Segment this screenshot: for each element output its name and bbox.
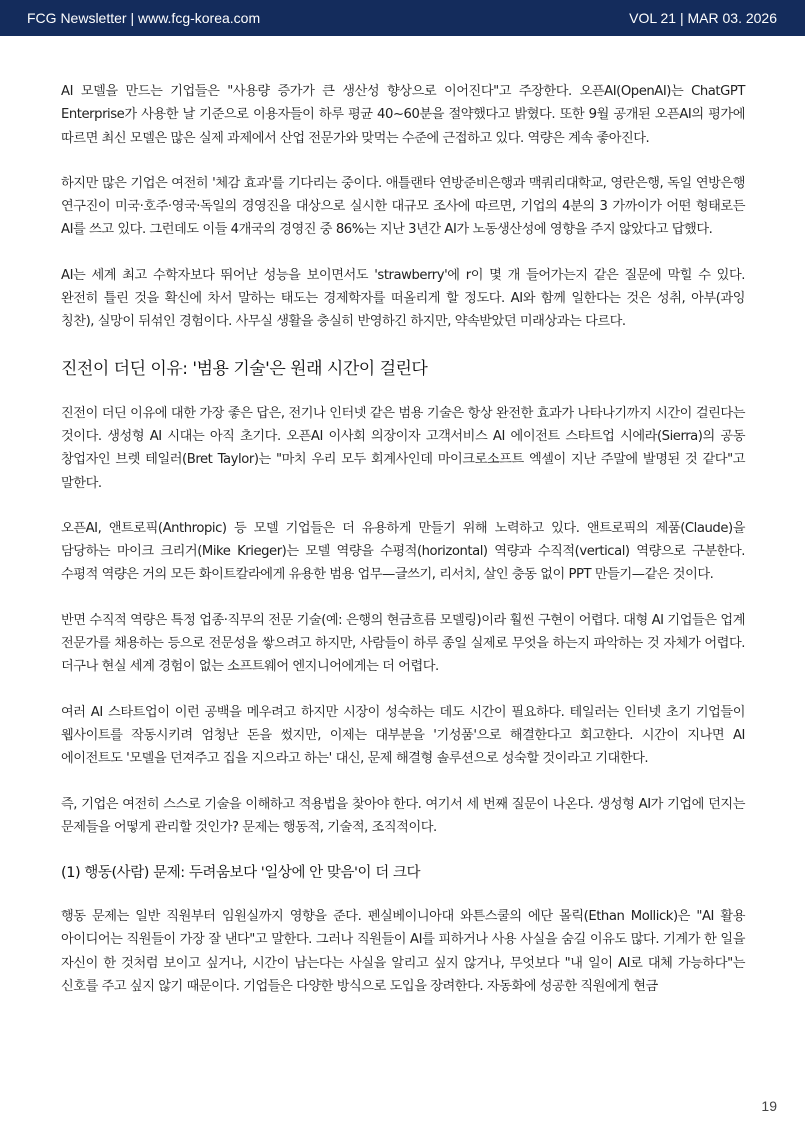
paragraph-4: 진전이 더딘 이유에 대한 가장 좋은 답은, 전기나 인터넷 같은 범용 기술은 항상 완전한 효과가 나타나기까지 시간이 걸린다는 것이다. 생성형 AI 시대는 아직 초기다. 오픈AI 이사회 의장이자 고객서비스 AI 에이전트 스타트업 시에라(Sierra)의 공동 창업자인 브렛 테일러(Bret Taylor)는 "마치 우리 모두 회계사인데 마이크로소프트 엑셀이 지난 주말에 발명된 것 같다"고 말한다. [61, 405, 745, 491]
issue-date: VOL 21 | MAR 03. 2026 [629, 10, 777, 26]
page-number: 19 [761, 1098, 777, 1114]
paragraph-1: AI 모델을 만드는 기업들은 "사용량 증가가 큰 생산성 향상으로 이어진다"고 주장한다. 오픈AI(OpenAI)는 ChatGPT Enterprise가 사용한 날 기준으로 이용자들이 하루 평균 40~60분을 절약했다고 밝혔다. 또한 9월 공개된 오픈AI의 평가에 따르면 최신 모델은 많은 실제 과제에서 산업 전문가와 맞먹는 수준에 근접하고 있다. 역량은 계속 좋아진다. [61, 84, 745, 146]
newsletter-title: FCG Newsletter | www.fcg-korea.com [27, 10, 261, 26]
header-bar [0, 0, 805, 36]
subsection-heading: (1) 행동(사람) 문제: 두려움보다 '일상에 안 맞음'이 더 크다 [61, 865, 421, 882]
paragraph-5: 오픈AI, 앤트로픽(Anthropic) 등 모델 기업들은 더 유용하게 만들기 위해 노력하고 있다. 앤트로픽의 제품(Claude)을 담당하는 마이크 크리거(Mike Krieger)는 모델 역량을 수평적(horizontal) 역량과 수직적(vertical) 역량으로 구분한다. 수평적 역량은 거의 모든 화이트칼라에게 유용한 범용 업무—글쓰기, 리서치, 살인 충동 없이 PPT 만들기—같은 것이다. [61, 520, 745, 583]
paragraph-8: 즉, 기업은 여전히 스스로 기술을 이해하고 적용법을 찾아야 한다. 여기서 세 번째 질문이 나온다. 생성형 AI가 기업에 던지는 문제들을 어떻게 관리할 것인가? 문제는 행동적, 기술적, 조직적이다. [61, 796, 745, 835]
section-heading: 진전이 더딘 이유: '범용 기술'은 원래 시간이 걸린다 [61, 358, 428, 379]
paragraph-3: AI는 세계 최고 수학자보다 뛰어난 성능을 보이면서도 'strawberry'에 r이 몇 개 들어가는지 같은 질문에 막힐 수 있다. 완전히 틀린 것을 확신에 차서 말하는 태도는 경제학자를 떠올리게 할 정도다. AI와 함께 일한다는 것은 성취, 아부(과잉 칭찬), 실망이 뒤섞인 경험이다. 사무실 생활을 충실히 반영하긴 하지만, 약속받았던 미래상과는 다르다. [61, 267, 745, 330]
paragraph-6: 반면 수직적 역량은 특정 업종·직무의 전문 기술(예: 은행의 현금흐름 모델링)이라 훨씬 구현이 어렵다. 대형 AI 기업들은 업계 전문가를 채용하는 등으로 전문성을 쌓으려고 하지만, 사람들이 하루 종일 실제로 무엇을 하는지 파악하는 것 자체가 어렵다. 더구나 현실 세계 경험이 없는 소프트웨어 엔지니어에게는 더 어렵다. [61, 612, 745, 675]
paragraph-9: 행동 문제는 일반 직원부터 임원실까지 영향을 준다. 펜실베이니아대 와튼스쿨의 에단 몰릭(Ethan Mollick)은 "AI 활용 아이디어는 직원들이 가장 잘 낸다"고 말한다. 그러나 직원들이 AI를 피하거나 사용 사실을 숨길 이유도 많다. 기계가 한 일을 자신이 한 것처럼 보이고 싶거나, 시간이 남는다는 사실을 알리고 싶지 않거나, 무엇보다 "내 일이 AI로 대체 가능하다"는 신호를 주고 싶지 않기 때문이다. 기업들은 다양한 방식으로 도입을 장려한다. 자동화에 성공한 직원에게 현금 [61, 909, 745, 995]
article-body [61, 80, 745, 1020]
paragraph-7: 여러 AI 스타트업이 이런 공백을 메우려고 하지만 시장이 성숙하는 데도 시간이 필요하다. 테일러는 인터넷 초기 기업들이 웹사이트를 작동시키려 엄청난 돈을 썼지만, 이제는 대부분을 '기성품'으로 해결한다고 회고한다. 시간이 지나면 AI 에이전트도 '모델을 던져주고 집을 지으라고 하는' 대신, 문제 해결형 솔루션으로 성숙할 것이라고 기대한다. [61, 704, 745, 767]
paragraph-2: 하지만 많은 기업은 여전히 '체감 효과'를 기다리는 중이다. 애틀랜타 연방준비은행과 맥쿼리대학교, 영란은행, 독일 연방은행 연구진이 미국·호주·영국·독일의 경영진을 대상으로 실시한 대규모 조사에 따르면, 기업의 4분의 3 가까이가 어떤 형태로든 AI를 쓰고 있다. 그런데도 이들 4개국의 경영진 중 86%는 지난 3년간 AI가 노동생산성에 영향을 주지 않았다고 답했다. [61, 175, 745, 238]
